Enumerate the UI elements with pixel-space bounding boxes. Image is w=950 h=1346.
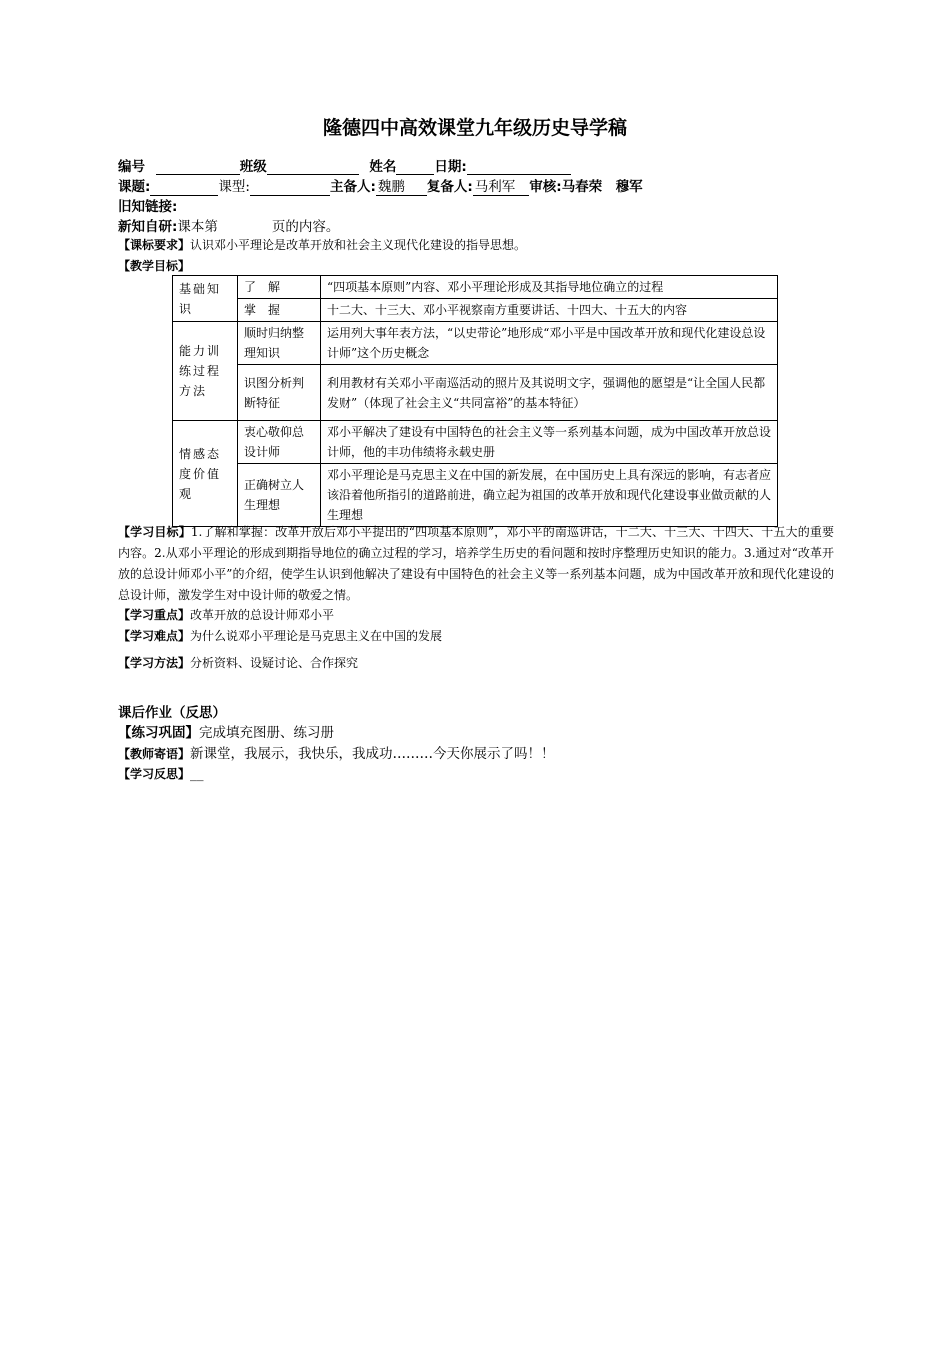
life-ideal-content: 邓小平理论是马克思主义在中国的新发展，在中国历史上具有深远的影响，有志者应该沿着他所指引的道路前进，确立起为祖国的改革开放和现代化建设事业做贡献的人生理想 (321, 464, 778, 527)
number-blank (156, 159, 240, 175)
learning-method-text: 分析资料、设疑讨论、合作探究 (190, 656, 359, 670)
chronological-content: 运用列大事年表方法，“以史带论”地形成“邓小平是中国改革开放和现代化建设总设计师”这个历史概念 (321, 322, 778, 365)
category-ability-process: 能力训练过程方法 (173, 322, 238, 421)
difficult-point-label: 【学习难点】 (118, 629, 191, 643)
learning-objectives-label: 【学习目标】 (118, 525, 191, 539)
key-point-text: 改革开放的总设计师邓小平 (190, 608, 335, 622)
topic-blank (150, 180, 218, 196)
homework-heading: 课后作业（反思） (118, 705, 226, 721)
number-label: 编号 (118, 159, 145, 175)
category-emotion-values: 情感态度价值观 (173, 421, 238, 527)
main-preparer-label: 主备人: (329, 179, 376, 195)
topic-label: 课题: (118, 179, 151, 195)
teacher-message (118, 742, 555, 762)
method-image-analysis: 识图分析判断特征 (238, 365, 321, 421)
reviewer: 马春荣 穆军 (561, 179, 643, 195)
self-study-text-b: 页的内容。 (271, 219, 340, 235)
image-analysis-content: 利用教材有关邓小平南巡活动的照片及其说明文字，强调他的愿望是“让全国人民都发财”（体现了社会主义“共同富裕”的基本特征） (321, 365, 778, 421)
learning-objectives (118, 522, 834, 606)
co-preparer-label: 复备人: (426, 179, 473, 195)
curriculum-requirement-text: 认识邓小平理论是改革开放和社会主义现代化建设的指导思想。 (190, 238, 527, 252)
date-label: 日期: (434, 159, 467, 175)
learning-method (118, 654, 358, 671)
class-blank (267, 159, 359, 175)
table-row (173, 299, 778, 322)
table-row (173, 276, 778, 299)
table-row (173, 365, 778, 421)
self-study-line (118, 215, 339, 235)
method-chronological: 顺时归纳整理知识 (238, 322, 321, 365)
date-blank (467, 159, 571, 175)
self-study-label: 新知自研: (118, 219, 178, 235)
class-label: 班级 (239, 159, 267, 175)
table-row (173, 464, 778, 527)
table-row (173, 421, 778, 464)
prior-knowledge-label: 旧知链接: (118, 199, 178, 215)
key-point (118, 606, 334, 623)
category-basic-knowledge: 基础知识 (173, 276, 238, 322)
co-preparer: 马利军 (473, 179, 530, 196)
reflection-blank: __ (190, 766, 204, 782)
level-master: 掌 握 (238, 299, 321, 322)
reflection (118, 765, 204, 782)
value-life-ideal: 正确树立人生理想 (238, 464, 321, 527)
self-study-text-a: 课本第 (177, 219, 218, 235)
understand-content: “四项基本原则”内容、邓小平理论形成及其指导地位确立的过程 (321, 276, 778, 299)
value-admire-designer: 衷心敬仰总设计师 (238, 421, 321, 464)
reviewer-label: 审核: (529, 179, 562, 195)
level-understand: 了 解 (238, 276, 321, 299)
practice (118, 721, 334, 741)
main-preparer: 魏鹏 (376, 179, 427, 196)
learning-objectives-text: 1.了解和掌握：改革开放后邓小平提出的“四项基本原则”，邓小平的南巡讲话，十二大、十三大、十四大、十五大的重要内容。2.从邓小平理论的形成到期指导地位的确立过程的学习，培养学生历史的看问题和按时序整理历史知识的能力。3.通过对“改革开放的总设计师邓小平”的介绍，使学生认识到他解决了建设有中国特色的社会主义等一系列基本问题，成为中国改革开放和现代化建设的总设计师，激发学生对中设计师的敬爱之情。 (118, 525, 834, 602)
practice-text: 完成填充图册、练习册 (199, 725, 334, 741)
table-row (173, 322, 778, 365)
difficult-point-text: 为什么说邓小平理论是马克思主义在中国的发展 (190, 629, 443, 643)
teaching-goals-label: 【教学目标】 (118, 259, 191, 273)
teaching-goals-table (172, 275, 778, 527)
name-blank (396, 159, 434, 175)
lesson-type-blank (250, 180, 330, 196)
reflection-label: 【学习反思】 (118, 767, 191, 781)
info-line-1 (118, 155, 571, 175)
difficult-point (118, 627, 442, 644)
key-point-label: 【学习重点】 (118, 608, 191, 622)
page-title: 隆德四中高效课堂九年级历史导学稿 (322, 117, 627, 139)
learning-method-label: 【学习方法】 (118, 656, 191, 670)
practice-label: 【练习巩固】 (118, 725, 199, 741)
curriculum-requirement (118, 236, 526, 253)
info-line-2 (118, 175, 643, 196)
lesson-type-label: 课型: (218, 179, 250, 195)
teacher-message-text: 新课堂，我展示，我快乐，我成功………今天你展示了吗！！ (190, 746, 555, 762)
teacher-message-label: 【教师寄语】 (118, 747, 191, 761)
curriculum-requirement-label: 【课标要求】 (118, 238, 191, 252)
master-content: 十二大、十三大、邓小平视察南方重要讲话、十四大、十五大的内容 (321, 299, 778, 322)
admire-designer-content: 邓小平解决了建设有中国特色的社会主义等一系列基本问题，成为中国改革开放总设计师，他的丰功伟绩将永载史册 (321, 421, 778, 464)
name-label: 姓名 (369, 159, 397, 175)
